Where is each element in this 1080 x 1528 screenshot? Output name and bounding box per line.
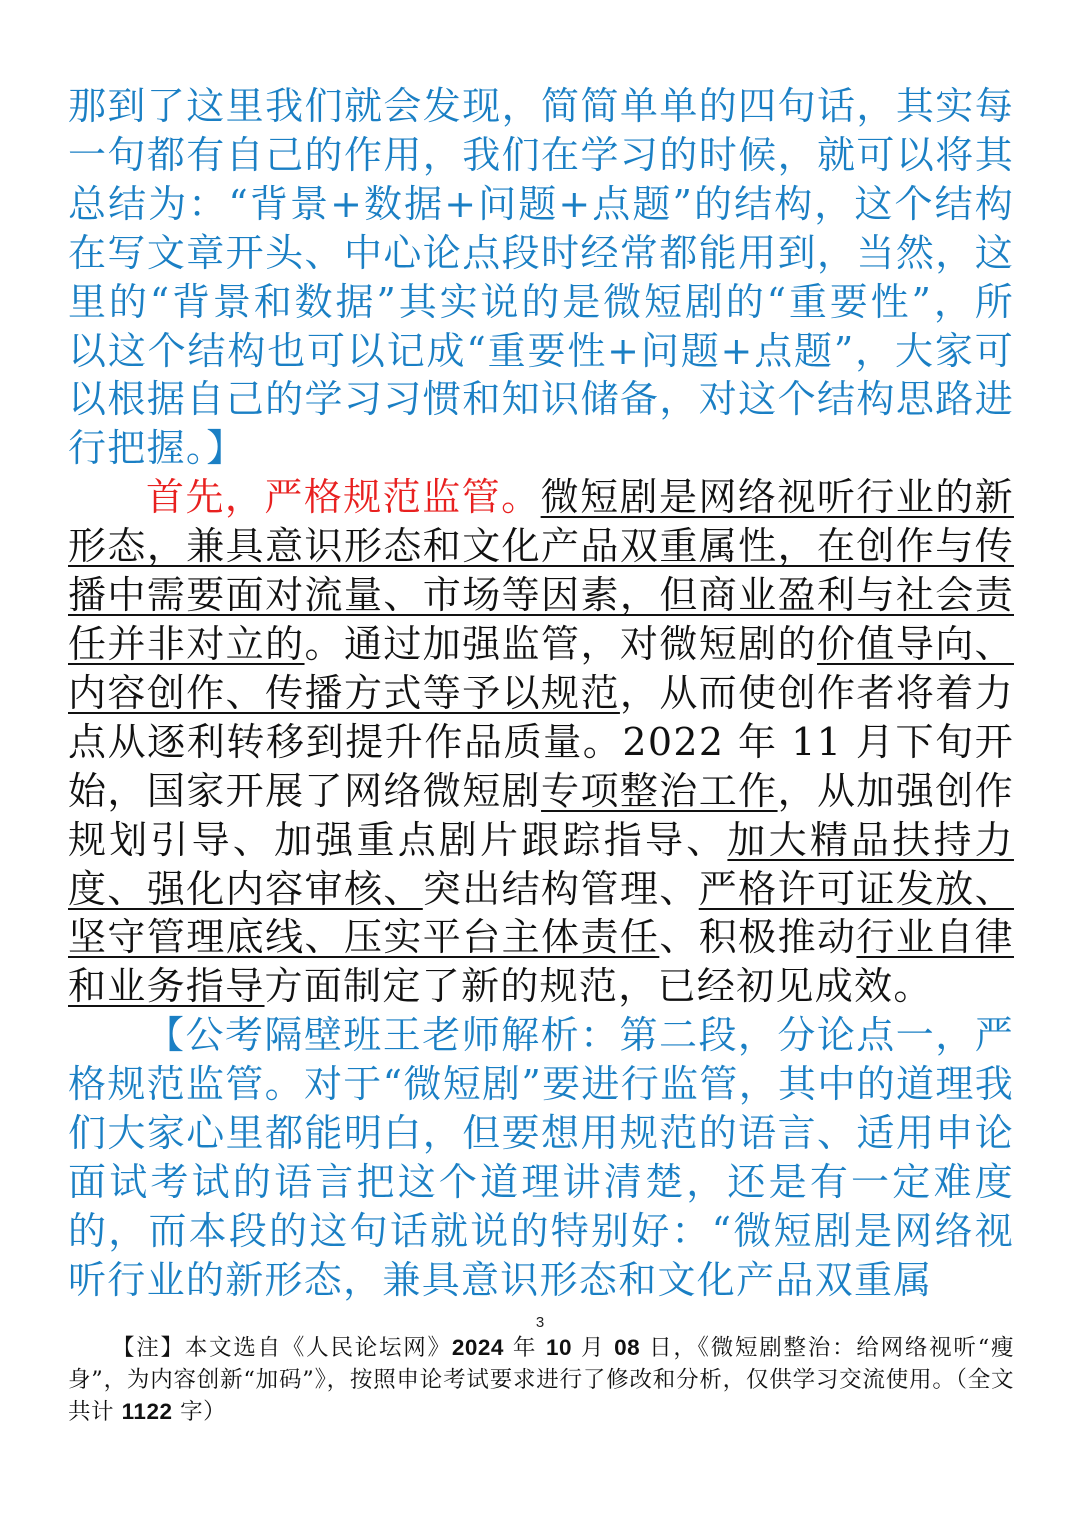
- text-run: 。通过加强监管，对微短剧的: [304, 621, 817, 666]
- underlined-phrase: 严格许可证发放、坚守管理底线、压实平台主体责任: [68, 866, 1014, 960]
- analysis-paragraph-continued: 那到了这里我们就会发现，简简单单的四句话，其实每一句都有自己的作用，我们在学习的时候，就可以将其总结为：“背景+数据+问题+点题”的结构，这个结构在写文章开头、中心论点段时经常都能用到，当然，这里的“背景和数据”其实说的是微短剧的“重要性”，所以这个结构也可以记成“重要性+问题+点题”，大家可以根据自己的学习习惯和知识储备，对这个结构思路进行把握。】: [68, 84, 1014, 471]
- analysis-paragraph: 【公考隔壁班王老师解析：第二段，分论点一，严格规范监管。对于“微短剧”要进行监管，其中的道理我们大家心里都能明白，但要想用规范的语言、适用申论面试考试的语言把这个道理讲清楚，还是有一定难度的，而本段的这句话就说的特别好：“微短剧是网络视听行业的新形态，兼具意识形态和文化产品双重属: [68, 1013, 1014, 1302]
- footnote-month: 10: [546, 1335, 573, 1360]
- page-number: 3: [535, 1314, 545, 1331]
- underlined-phrase: 价值导向、内容创作、传播方式等予以规范: [68, 621, 1014, 715]
- text-run: ，从加强创作规划引导、加强重点剧片跟踪指导、: [68, 768, 1014, 862]
- footnote-text: 年: [503, 1335, 547, 1361]
- body-text: [68, 82, 1014, 1305]
- underlined-phrase: 加大精品扶持力度、强化内容审核、: [68, 817, 1014, 911]
- footnote-text: 月: [572, 1335, 615, 1361]
- underlined-phrase: 行业自律和业务指导: [68, 915, 1014, 1009]
- footnote-year: 2024: [451, 1335, 504, 1360]
- underlined-phrase: 专项整治工作: [541, 768, 778, 813]
- footnote-day: 08: [614, 1335, 641, 1360]
- footnote: [68, 1332, 1014, 1428]
- footnote-word-count: 1122: [121, 1399, 173, 1424]
- footnote-text: 日，《微短剧整治：给网络视听“瘦身”，为内容创新“加码”》，按照申论考试要求进行了修改和分析，仅供学习交流使用。（全文共计: [68, 1335, 1014, 1425]
- section-heading: 首先，严格规范监管。: [146, 475, 541, 520]
- text-run: 突出结构管理、: [422, 866, 699, 911]
- section-paragraph-first: [68, 473, 1014, 1011]
- text-run: 、积极推动: [659, 915, 857, 960]
- text-run: ，从而使创作者将着力点从逐利转移到提升作品质量。2022 年 11 月下旬开始，国家开展了网络微短剧: [68, 670, 1014, 813]
- underlined-phrase: 微短剧是网络视听行业的新形态，兼具意识形态和文化产品双重属性，在创作与传播中需要面对流量、市场等因素，但商业盈利与社会责任并非对立的: [68, 475, 1014, 666]
- footnote-text: 字）: [172, 1399, 227, 1425]
- footnote-text: 【注】本文选自《人民论坛网》: [112, 1335, 452, 1361]
- text-run: 方面制定了新的规范，已经初见成效。: [264, 964, 933, 1009]
